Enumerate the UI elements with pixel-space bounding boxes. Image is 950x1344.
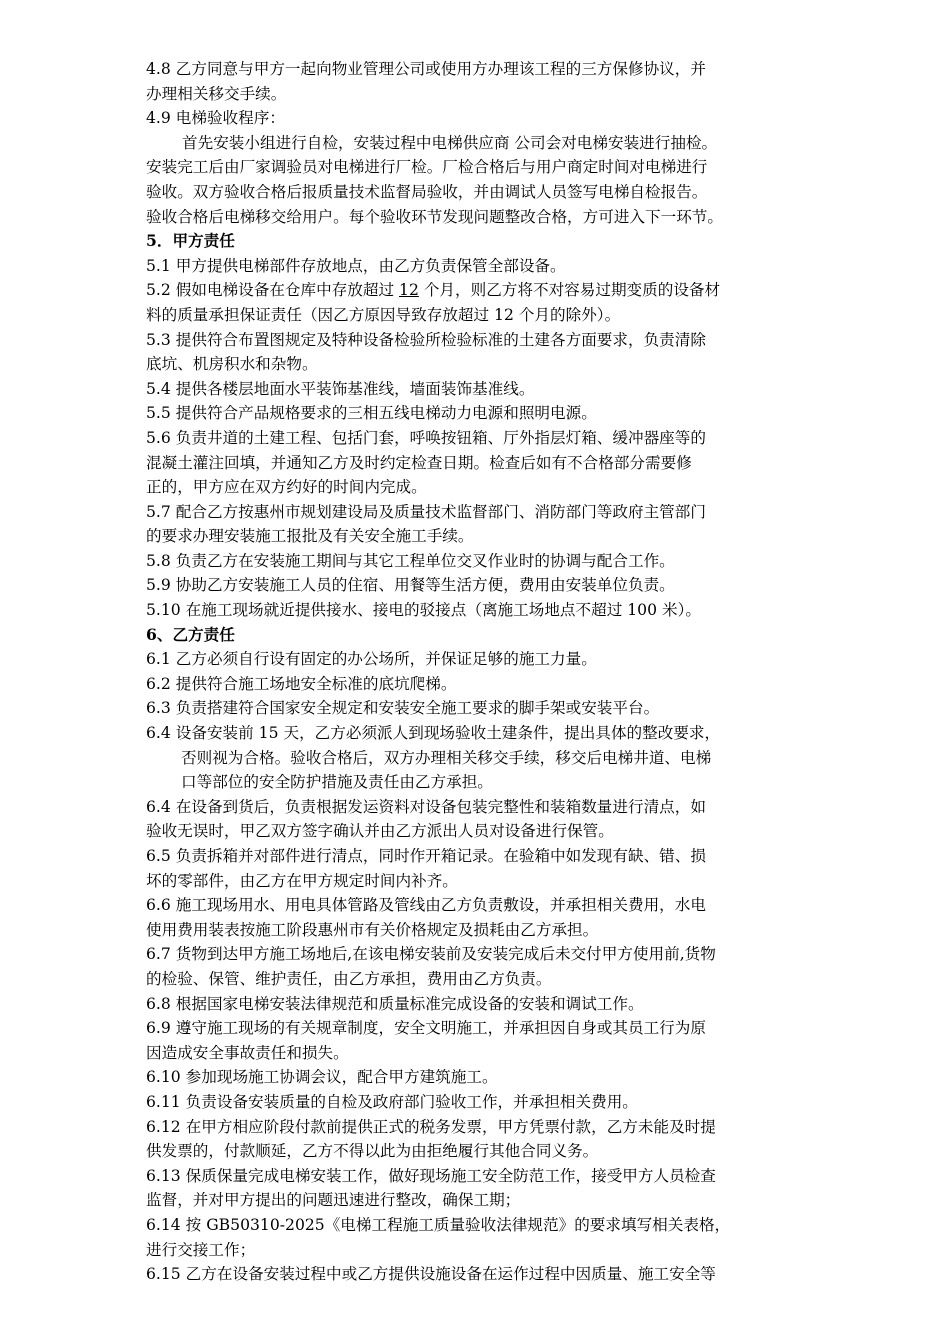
text-line: 进行交接工作； — [146, 1240, 256, 1259]
section-heading: 6、乙方责任 — [146, 624, 235, 644]
text-line: 6.10 参加现场施工协调会议，配合甲方建筑施工。 — [146, 1068, 498, 1087]
text-line: 4.9 电梯验收程序： — [146, 109, 285, 128]
text-line: 的要求办理安装施工报批及有关安全施工手续。 — [146, 527, 474, 546]
text-line: 6.4 设备安装前 15 天，乙方必须派人到现场验收土建条件，提出具体的整改要求， — [146, 724, 721, 743]
text-line: 6.5 负责拆箱并对部件进行清点，同时作开箱记录。在验箱中如发现有缺、错、损 — [146, 847, 706, 865]
text-line: 6.1 乙方必须自行设有固定的办公场所，并保证足够的施工力量。 — [146, 650, 597, 669]
text-line — [146, 278, 850, 303]
text-line: 否则视为合格。验收合格后，双方办理相关移交手续，移交后电梯井道、电梯 — [181, 748, 712, 767]
text-line: 6.6 施工现场用水、用电具体管路及管线由乙方负责敷设，并承担相关费用，水电 — [146, 896, 706, 915]
text-line: 使用费用装表按施工阶段惠州市有关价格规定及损耗由乙方承担。 — [146, 920, 599, 939]
text-line: 6.4 在设备到货后，负责根据发运资料对设备包装完整性和装箱数量进行清点，如 — [146, 797, 706, 816]
text-line: 供发票的，付款顺延，乙方不得以此为由拒绝履行其他合同义务。 — [146, 1142, 599, 1161]
text-line: 口等部位的安全防护措施及责任由乙方承担。 — [181, 773, 493, 792]
text-line: 监督，并对甲方提出的问题迅速进行整改，确保工期； — [146, 1191, 521, 1210]
text-line: 6.14 按 GB50310-2025《电梯工程施工质量验收法律规范》的要求填写相关表格， — [146, 1215, 731, 1234]
section-heading: 5．甲方责任 — [146, 231, 235, 251]
text-line: 正的，甲方应在双方约好的时间内完成。 — [146, 478, 427, 497]
text-line: 6.13 保质保量完成电梯安装工作，做好现场施工安全防范工作，接受甲方人员检查 — [146, 1166, 716, 1185]
text-line: 的检验、保管、维护责任，由乙方承担，费用由乙方负责。 — [146, 969, 552, 988]
text-line: 6.7 货物到达甲方施工场地后,在该电梯安装前及安装完成后未交付甲方使用前,货物 — [146, 945, 716, 964]
text-line: 6.8 根据国家电梯安装法律规范和质量标准完成设备的安装和调试工作。 — [146, 994, 644, 1013]
text-segment: 5.2 假如电梯设备在仓库中存放超过 — [146, 281, 400, 300]
text-line: 5.8 负责乙方在安装施工期间与其它工程单位交叉作业时的协调与配合工作。 — [146, 551, 675, 570]
text-line: 5.4 提供各楼层地面水平装饰基准线，墙面装饰基准线。 — [146, 379, 535, 398]
text-line: 底坑、机房积水和杂物。 — [146, 355, 318, 374]
text-line: 6.11 负责设备安装质量的自检及政府部门验收工作，并承担相关费用。 — [146, 1092, 638, 1111]
text-line: 5.6 负责井道的土建工程、包括门套，呼唤按钮箱、厅外指层灯箱、缓冲器座等的 — [146, 428, 706, 447]
text-line: 6.9 遵守施工现场的有关规章制度，安全文明施工，并承担因自身或其员工行为原 — [146, 1019, 706, 1038]
text-line: 5.1 甲方提供电梯部件存放地点，由乙方负责保管全部设备。 — [146, 256, 566, 275]
text-line: 6.2 提供符合施工场地安全标准的底坑爬梯。 — [146, 674, 457, 693]
text-line: 5.10 在施工现场就近提供接水、接电的驳接点（离施工场地点不超过 100 米）。 — [146, 601, 701, 620]
underlined-value: 12 — [399, 281, 419, 300]
text-segment: 个月，则乙方将不对容易过期变质的设备材 — [418, 281, 721, 300]
text-line: 混凝土灌注回填，并通知乙方及时约定检查日期。检查后如有不合格部分需要修 — [146, 453, 692, 472]
text-line: 4.8 乙方同意与甲方一起向物业管理公司或使用方办理该工程的三方保修协议，并 — [146, 60, 706, 78]
text-line: 验收。双方验收合格后报质量技术监督局验收，并由调试人员签写电梯自检报告。 — [146, 182, 708, 201]
text-line: 5.3 提供符合布置图规定及特种设备检验所检验标准的土建各方面要求，负责清除 — [146, 330, 706, 349]
text-line: 6.15 乙方在设备安装过程中或乙方提供设施设备在运作过程中因质量、施工安全等 — [146, 1265, 716, 1284]
text-line: 因造成安全事故责任和损失。 — [146, 1043, 349, 1062]
text-line: 5.5 提供符合产品规格要求的三相五线电梯动力电源和照明电源。 — [146, 404, 597, 423]
text-line: 坏的零部件，由乙方在甲方规定时间内补齐。 — [146, 871, 458, 890]
text-line: 5.9 协助乙方安装施工人员的住宿、用餐等生活方便，费用由安装单位负责。 — [146, 576, 675, 595]
text-line: 验收合格后电梯移交给用户。每个验收环节发现问题整改合格，方可进入下一环节。 — [146, 207, 723, 226]
text-line: 安装完工后由厂家调验员对电梯进行厂检。厂检合格后与用户商定时间对电梯进行 — [146, 158, 708, 177]
text-line: 6.12 在甲方相应阶段付款前提供正式的税务发票，甲方凭票付款，乙方未能及时提 — [146, 1117, 716, 1136]
document-page — [146, 57, 850, 1287]
text-line: 6.3 负责搭建符合国家安全规定和安装安全施工要求的脚手架或安装平台。 — [146, 699, 660, 718]
text-line: 首先安装小组进行自检，安装过程中电梯供应商 公司会对电梯安装进行抽检。 — [182, 133, 718, 152]
text-line: 料的质量承担保证责任（因乙方原因导致存放超过 12 个月的除外）。 — [146, 305, 621, 324]
text-line: 办理相关移交手续。 — [146, 84, 287, 103]
text-line: 验收无误时，甲乙双方签字确认并由乙方派出人员对设备进行保管。 — [146, 822, 614, 841]
text-line: 5.7 配合乙方按惠州市规划建设局及质量技术监督部门、消防部门等政府主管部门 — [146, 502, 706, 521]
